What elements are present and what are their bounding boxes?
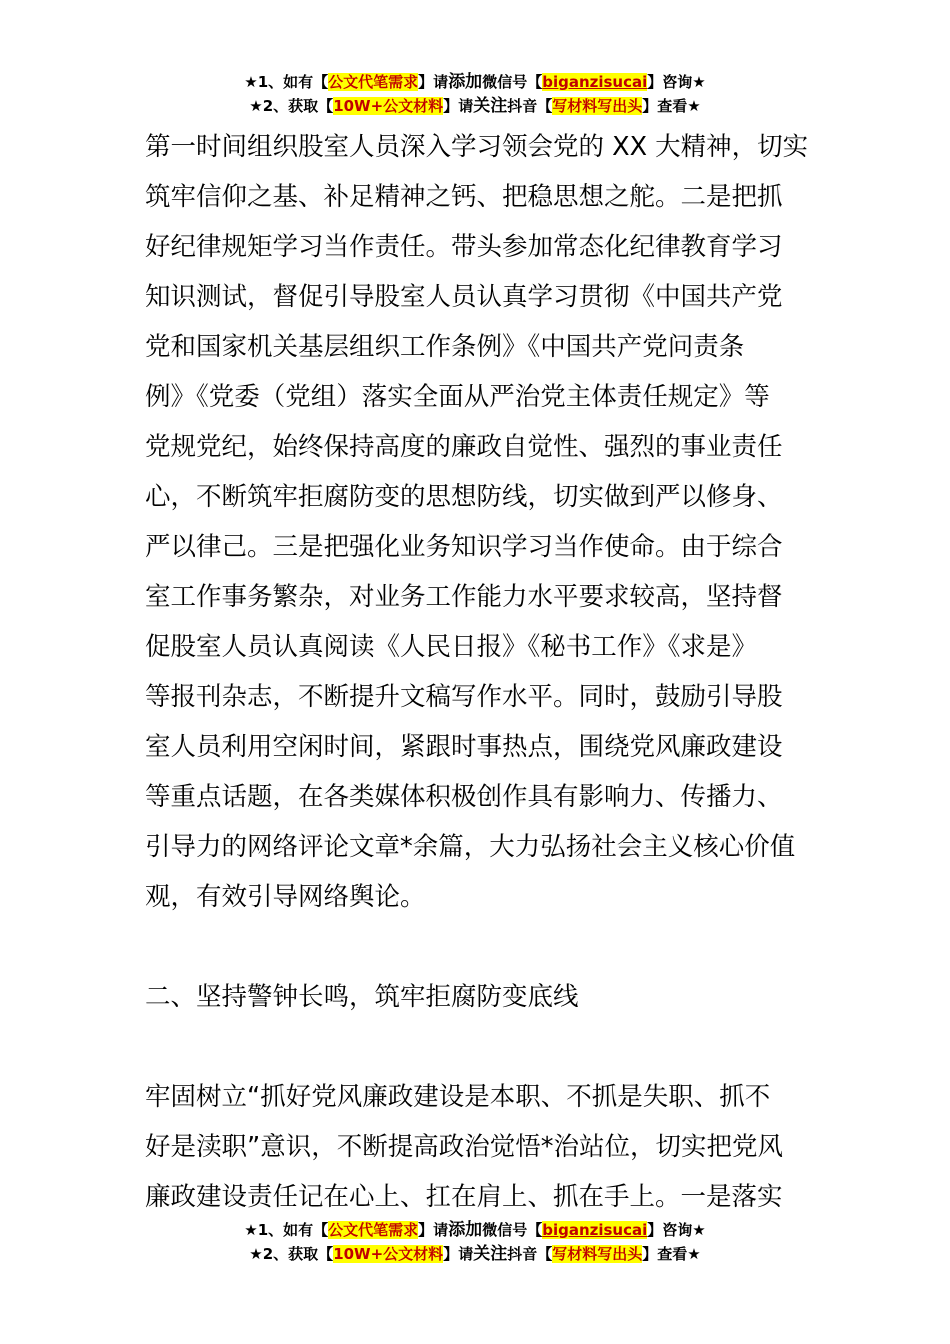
banner-line-1 xyxy=(0,70,950,94)
text-line: 党规党纪，始终保持高度的廉政自觉性、强烈的事业责任 xyxy=(145,432,783,462)
banner-line-2 xyxy=(0,1242,950,1266)
text-line: 引导力的网络评论文章*余篇，大力弘扬社会主义核心价值 xyxy=(145,832,796,862)
promo-banner-bottom xyxy=(0,1218,950,1266)
banner-text: ★2、获取【 xyxy=(249,97,334,115)
banner-text: ★2、获取【 xyxy=(249,1245,334,1263)
text-line: 严以律己。三是把强化业务知识学习当作使命。由于综合 xyxy=(145,532,783,562)
section-heading: 二、坚持警钟长鸣，筑牢拒腐防变底线 xyxy=(145,982,579,1012)
text-line: 筑牢信仰之基、补足精神之钙、把稳思想之舵。二是把抓 xyxy=(145,182,783,212)
banner-emphasis: 关注 xyxy=(473,96,508,116)
text-line: 廉政建设责任记在心上、扛在肩上、抓在手上。一是落实 xyxy=(145,1182,783,1212)
banner-text: 】咨询★ xyxy=(647,73,706,91)
banner-text: 】查看★ xyxy=(642,97,701,115)
highlight-douyin: 写材料写出头 xyxy=(552,1245,643,1263)
text-line: 等报刊杂志，不断提升文稿写作水平。同时，鼓励引导股 xyxy=(145,682,783,712)
highlight-wechat-id: biganzisucai xyxy=(542,73,648,91)
banner-text: 抖音【 xyxy=(507,97,553,115)
banner-text: ★1、如有【 xyxy=(244,73,329,91)
highlight-service: 公文代笔需求 xyxy=(328,73,419,91)
banner-line-1 xyxy=(0,1218,950,1242)
banner-emphasis: 关注 xyxy=(473,1244,508,1264)
promo-banner-top xyxy=(0,70,950,118)
banner-text: 】请 xyxy=(443,1245,474,1263)
highlight-wechat-id: biganzisucai xyxy=(542,1221,648,1239)
highlight-douyin: 写材料写出头 xyxy=(552,97,643,115)
text-line: 例》《党委（党组）落实全面从严治党主体责任规定》等 xyxy=(145,382,770,412)
text-line: 观，有效引导网络舆论。 xyxy=(145,882,426,912)
text-line: 党和国家机关基层组织工作条例》《中国共产党问责条 xyxy=(145,332,745,362)
banner-text: ★1、如有【 xyxy=(244,1221,329,1239)
paragraph-gap xyxy=(145,922,813,972)
banner-text: 】查看★ xyxy=(642,1245,701,1263)
banner-text: 微信号【 xyxy=(482,1221,543,1239)
text-line: 心，不断筑牢拒腐防变的思想防线，切实做到严以修身、 xyxy=(145,482,783,512)
banner-text: 】请 xyxy=(418,73,449,91)
banner-line-2 xyxy=(0,94,950,118)
highlight-materials: 10W+公文材料 xyxy=(333,97,444,115)
banner-emphasis: 添加 xyxy=(448,72,483,92)
banner-text: 】咨询★ xyxy=(647,1221,706,1239)
text-line: 室人员利用空闲时间，紧跟时事热点，围绕党风廉政建设 xyxy=(145,732,783,762)
document-body xyxy=(145,122,813,1222)
banner-text: 】请 xyxy=(418,1221,449,1239)
text-line: 知识测试，督促引导股室人员认真学习贯彻《中国共产党 xyxy=(145,282,783,312)
text-line: 等重点话题，在各类媒体积极创作具有影响力、传播力、 xyxy=(145,782,783,812)
highlight-materials: 10W+公文材料 xyxy=(333,1245,444,1263)
text-line: 好是渎职”意识，不断提高政治觉悟*治站位，切实把党风 xyxy=(145,1132,783,1162)
text-line: 室工作事务繁杂，对业务工作能力水平要求较高，坚持督 xyxy=(145,582,783,612)
banner-text: 】请 xyxy=(443,97,474,115)
text-line: 好纪律规矩学习当作责任。带头参加常态化纪律教育学习 xyxy=(145,232,783,262)
text-line: 促股室人员认真阅读《人民日报》《秘书工作》《求是》 xyxy=(145,632,758,662)
text-line: 第一时间组织股室人员深入学习领会党的 XX 大精神，切实 xyxy=(145,132,809,162)
text-line: 牢固树立“抓好党风廉政建设是本职、不抓是失职、抓不 xyxy=(145,1082,771,1112)
highlight-service: 公文代笔需求 xyxy=(328,1221,419,1239)
banner-text: 微信号【 xyxy=(482,73,543,91)
banner-text: 抖音【 xyxy=(507,1245,553,1263)
paragraph-gap xyxy=(145,1022,813,1072)
banner-emphasis: 添加 xyxy=(448,1220,483,1240)
